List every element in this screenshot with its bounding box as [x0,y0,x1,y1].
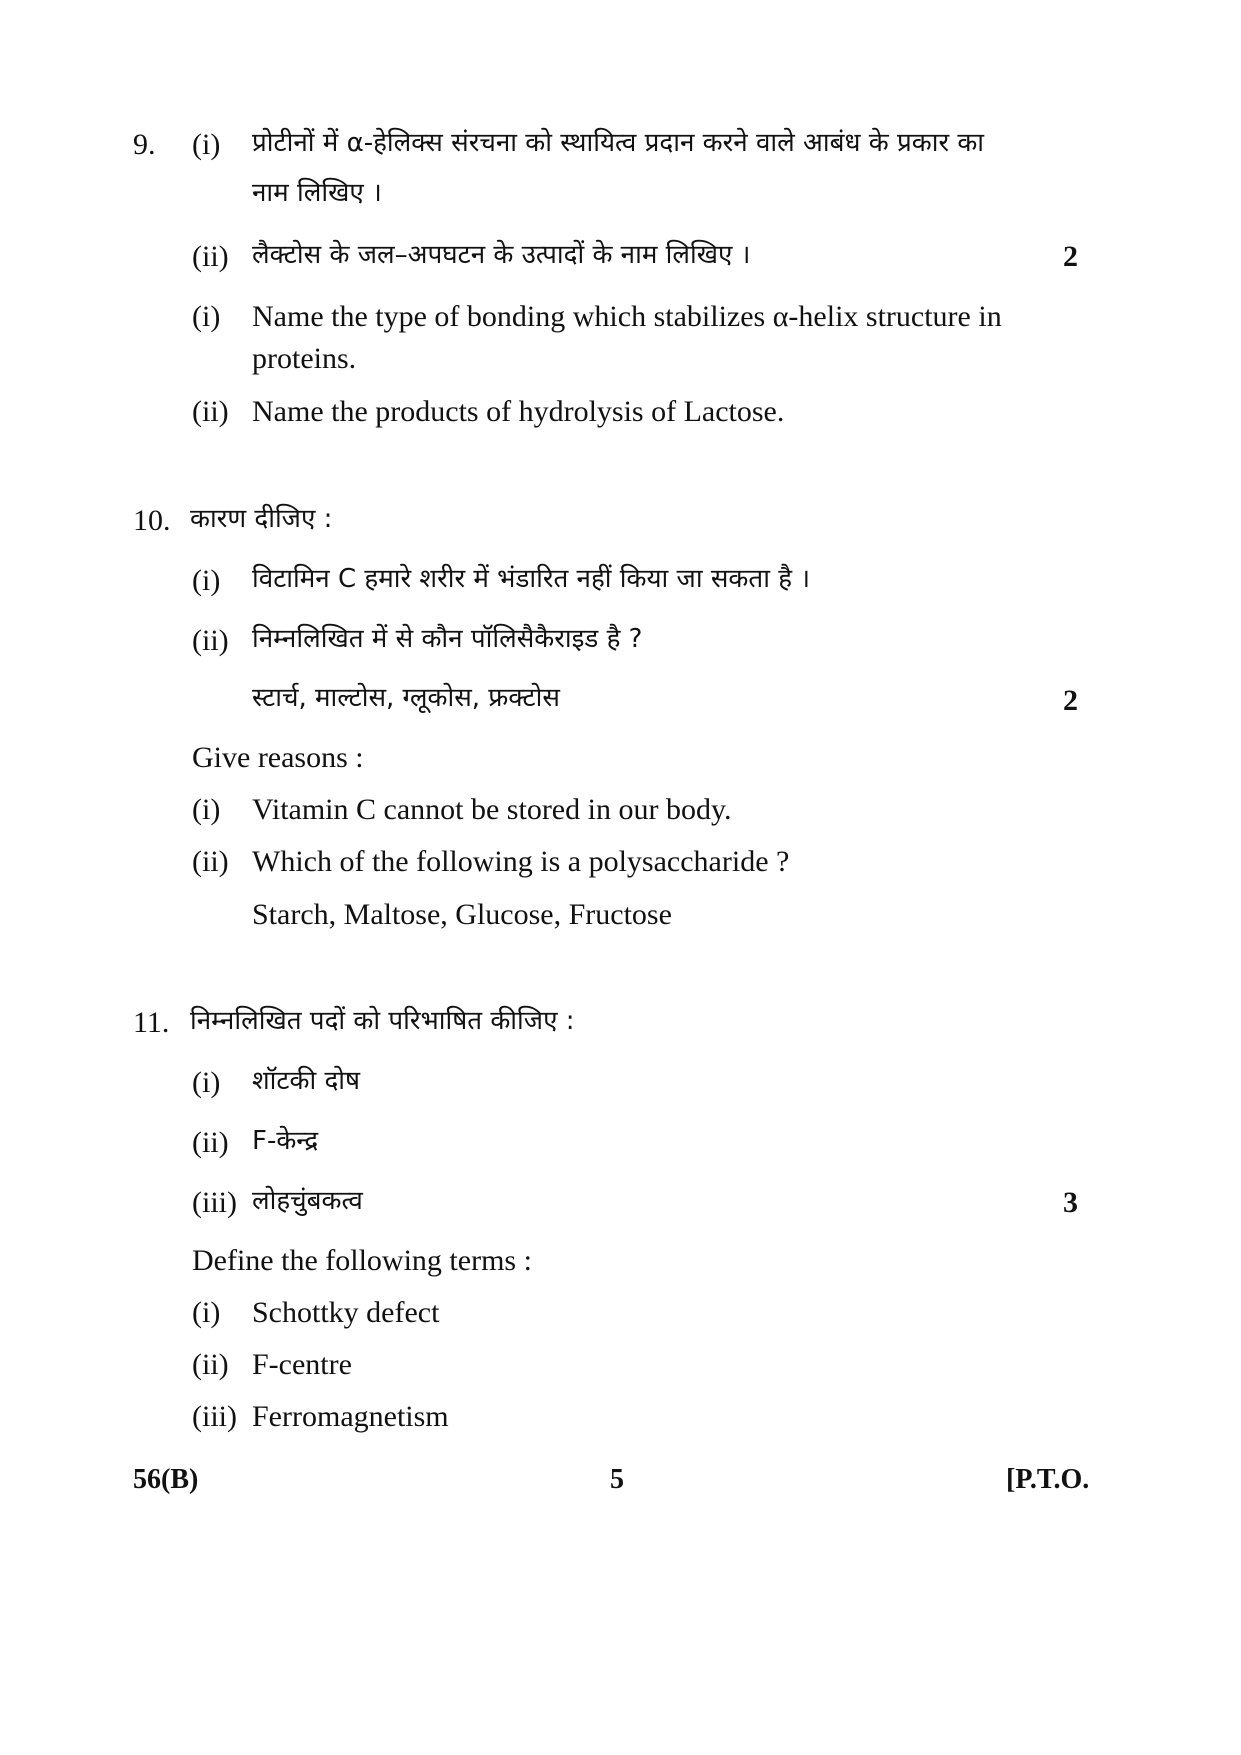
q10-english-ii-line2: Starch, Maltose, Glucose, Fructose [252,898,672,931]
q10-hindi-i-roman: (i) [192,564,221,597]
q11-number: 11. [133,1006,170,1039]
q10-hindi-ii-line2: स्टार्च, माल्टोस, ग्लूकोस, फ्रक्टोस [252,683,560,713]
q9-marks: 2 [1063,240,1078,273]
q9-english-i-line1: Name the type of bonding which stabilizes α-helix structure in [252,300,1002,333]
paper-code: 56(B) [133,1464,199,1495]
q11-english-iii-roman: (iii) [192,1400,237,1433]
q11-hindi-ii-line1: F-केन्द्र [252,1126,319,1156]
q11-english-i-roman: (i) [192,1296,221,1329]
q11-hindi-i-line1: शॉटकी दोष [252,1066,361,1096]
q9-english-i-roman: (i) [192,300,221,333]
q9-english-ii-roman: (ii) [192,395,229,428]
page-number: 5 [610,1464,624,1495]
q9-hindi-ii-roman: (ii) [192,240,229,273]
q11-hindi-iii-line1: लोहचुंबकत्व [252,1186,363,1216]
q10-english-ii-line1: Which of the following is a polysaccharide ? [252,845,790,878]
q9-hindi-ii-line1: लैक्टोस के जल–अपघटन के उत्पादों के नाम लिखिए । [252,240,751,270]
q11-hindi-i-roman: (i) [192,1066,221,1099]
q10-hindi-i-line1: विटामिन C हमारे शरीर में भंडारित नहीं किया जा सकता है । [252,564,811,594]
q10-english-ii-roman: (ii) [192,845,229,878]
q10-english-i-line1: Vitamin C cannot be stored in our body. [252,793,732,826]
q9-english-ii-line1: Name the products of hydrolysis of Lactose. [252,395,785,428]
q10-number: 10. [133,504,171,537]
q10-hindi-intro: कारण दीजिए : [190,504,333,534]
q11-hindi-iii-roman: (iii) [192,1186,237,1219]
please-turn-over: [P.T.O. [1006,1464,1090,1495]
q11-english-iii-line1: Ferromagnetism [252,1400,449,1433]
q11-hindi-intro: निम्नलिखित पदों को परिभाषित कीजिए : [190,1006,575,1036]
q10-hindi-ii-roman: (ii) [192,624,229,657]
q10-hindi-ii-line1: निम्नलिखित में से कौन पॉलिसैकैराइड है ? [252,624,643,654]
q9-number: 9. [133,128,156,161]
q9-hindi-i-roman: (i) [192,128,221,161]
q11-english-ii-line1: F-centre [252,1348,352,1381]
q11-english-intro: Define the following terms : [192,1244,532,1277]
q9-english-i-line2: proteins. [252,342,357,375]
q9-hindi-i-line1: प्रोटीनों में α-हेलिक्स संरचना को स्थायित्व प्रदान करने वाले आबंध के प्रकार का [252,128,985,158]
q11-english-i-line1: Schottky defect [252,1296,440,1329]
q9-hindi-i-line2: नाम लिखिए । [252,178,382,208]
q10-english-i-roman: (i) [192,793,221,826]
q10-marks: 2 [1063,684,1078,717]
q11-english-ii-roman: (ii) [192,1348,229,1381]
q10-english-intro: Give reasons : [192,741,364,774]
q11-marks: 3 [1063,1186,1078,1219]
q11-hindi-ii-roman: (ii) [192,1126,229,1159]
